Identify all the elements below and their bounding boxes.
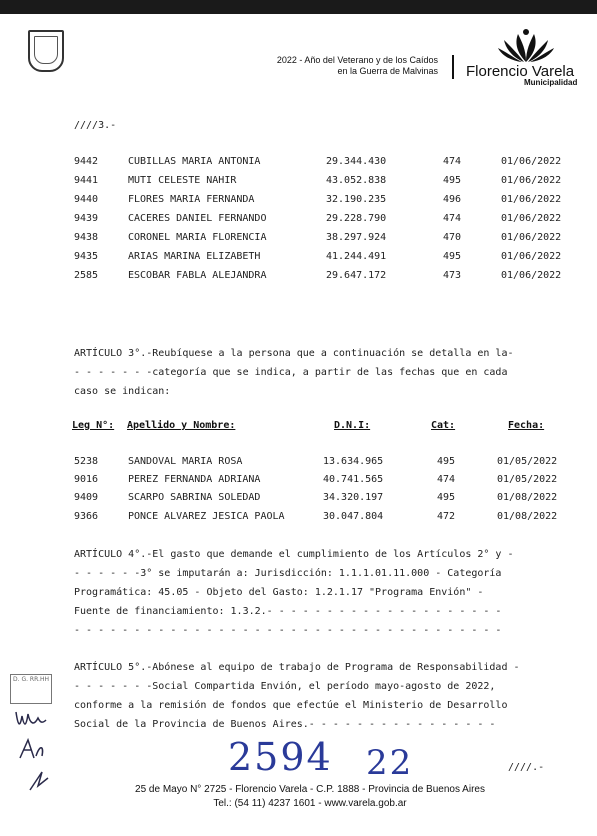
table-row (0, 270, 597, 284)
dni-cell: 41.244.491 (326, 251, 387, 262)
article-5-line: Social de la Provincia de Buenos Aires.- - - - - - - - - - - - - - - - (74, 719, 496, 730)
decree-year: 22 (366, 743, 414, 783)
article-3-line: - - - - - - -categoría que se indica, a partir de las fechas que en cada (74, 367, 508, 378)
name-cell: SCARPO SABRINA SOLEDAD (128, 492, 261, 503)
header-leg: Leg N°: (72, 420, 115, 431)
leg-cell: 9441 (74, 175, 99, 186)
leg-cell: 9409 (74, 492, 99, 503)
initials-signature-icon (12, 706, 50, 734)
name-cell: ESCOBAR FABLA ALEJANDRA (128, 270, 267, 281)
cat-cell: 496 (443, 194, 462, 205)
table-row (0, 492, 597, 506)
table-row (0, 474, 597, 488)
hr-stamp: D. G. RR.HH (10, 674, 52, 704)
article-4 (74, 545, 562, 640)
name-cell: CACERES DANIEL FERNANDO (128, 213, 267, 224)
table-row (0, 194, 597, 208)
brand-subtitle: Municipalidad (524, 78, 578, 87)
date-cell: 01/06/2022 (501, 175, 562, 186)
leg-cell: 9366 (74, 511, 99, 522)
dni-cell: 38.297.924 (326, 232, 387, 243)
leg-cell: 9439 (74, 213, 99, 224)
leg-cell: 9435 (74, 251, 99, 262)
leg-cell: 9438 (74, 232, 99, 243)
signature-mark-icon (26, 768, 52, 794)
legend-line-1: 2022 - Año del Veterano y de los Caídos (276, 55, 438, 65)
header-date: Fecha: (508, 420, 545, 431)
article-3-line: ARTÍCULO 3°.-Reubíquese a la persona que a continuación se detalla en la- (74, 348, 514, 359)
table-row (0, 456, 597, 470)
article-4-line: Programática: 45.05 - Objeto del Gasto: 1.2.1.17 "Programa Envión" - (74, 587, 484, 598)
cat-cell: 470 (443, 232, 462, 243)
date-cell: 01/06/2022 (501, 156, 562, 167)
date-cell: 01/08/2022 (497, 492, 558, 503)
date-cell: 01/06/2022 (501, 232, 562, 243)
name-cell: PEREZ FERNANDA ADRIANA (128, 474, 261, 485)
date-cell: 01/06/2022 (501, 194, 562, 205)
leg-cell: 9440 (74, 194, 99, 205)
name-cell: CUBILLAS MARIA ANTONIA (128, 156, 261, 167)
name-cell: ARIAS MARINA ELIZABETH (128, 251, 261, 262)
name-cell: MUTI CELESTE NAHIR (128, 175, 237, 186)
cat-cell: 472 (437, 511, 456, 522)
article-5-line: - - - - - - -Social Compartida Envión, el período mayo-agosto de 2022, (74, 681, 496, 692)
date-cell: 01/06/2022 (501, 270, 562, 281)
decree-number: 2594 (228, 735, 333, 779)
header-cat: Cat: (431, 420, 456, 431)
scan-top-border (0, 0, 597, 14)
date-cell: 01/05/2022 (497, 474, 558, 485)
cat-cell: 474 (443, 156, 462, 167)
date-cell: 01/06/2022 (501, 251, 562, 262)
dni-cell: 30.047.804 (323, 511, 384, 522)
leg-cell: 9442 (74, 156, 99, 167)
dni-cell: 29.228.790 (326, 213, 387, 224)
name-cell: CORONEL MARIA FLORENCIA (128, 232, 267, 243)
table-row (0, 213, 597, 227)
article-5-line: conforme a la remisión de fondos que efectúe el Ministerio de Desarrollo (74, 700, 508, 711)
article-3-line: caso se indican: (74, 386, 171, 397)
legend-line-2: en la Guerra de Malvinas (337, 66, 438, 76)
article-5-line: ARTÍCULO 5°.-Abónese al equipo de trabajo de Programa de Responsabilidad - (74, 662, 520, 673)
article-3 (74, 344, 562, 401)
dni-cell: 29.647.172 (326, 270, 387, 281)
page-end-marker: ////.- (508, 762, 545, 773)
header-name: Apellido y Nombre: (127, 420, 236, 431)
municipal-crest-icon (28, 30, 64, 72)
cat-cell: 474 (437, 474, 456, 485)
dni-cell: 34.320.197 (323, 492, 384, 503)
article-4-line: ARTÍCULO 4°.-El gasto que demande el cumplimiento de los Artículos 2° y - (74, 549, 514, 560)
cat-cell: 495 (443, 251, 462, 262)
name-cell: PONCE ALVAREZ JESICA PAOLA (128, 511, 285, 522)
article-4-line: - - - - - -3° se imputarán a: Jurisdicción: 1.1.1.01.11.000 - Categoría (74, 568, 502, 579)
date-cell: 01/06/2022 (501, 213, 562, 224)
leg-cell: 9016 (74, 474, 99, 485)
cat-cell: 495 (437, 492, 456, 503)
dni-cell: 13.634.965 (323, 456, 384, 467)
name-cell: SANDOVAL MARIA ROSA (128, 456, 243, 467)
cat-cell: 473 (443, 270, 462, 281)
article-4-line: - - - - - - - - - - - - - - - - - - - - - - - - - - - - - - - - - - - - (74, 625, 502, 636)
name-cell: FLORES MARIA FERNANDA (128, 194, 255, 205)
dni-cell: 29.344.430 (326, 156, 387, 167)
table-row (0, 175, 597, 189)
leg-cell: 5238 (74, 456, 99, 467)
table-row (0, 232, 597, 246)
dni-cell: 40.741.565 (323, 474, 384, 485)
footer-address: 25 de Mayo N° 2725 - Florencio Varela - C.P. 1888 - Provincia de Buenos Aires (135, 784, 485, 795)
table-row (0, 511, 597, 525)
table-row (0, 156, 597, 170)
date-cell: 01/08/2022 (497, 511, 558, 522)
leg-cell: 2585 (74, 270, 99, 281)
footer-contact: Tel.: (54 11) 4237 1601 - www.varela.gob.ar (213, 798, 407, 809)
date-cell: 01/05/2022 (497, 456, 558, 467)
dni-cell: 43.052.838 (326, 175, 387, 186)
florencio-varela-logo-icon (496, 28, 556, 64)
table-row (0, 251, 597, 265)
initials-signature-icon (14, 736, 48, 764)
header-legend (220, 55, 438, 77)
cat-cell: 474 (443, 213, 462, 224)
brand-name: Florencio Varela (466, 63, 575, 80)
dni-cell: 32.190.235 (326, 194, 387, 205)
cat-cell: 495 (443, 175, 462, 186)
header-dni: D.N.I: (334, 420, 371, 431)
cat-cell: 495 (437, 456, 456, 467)
article-4-line: Fuente de financiamiento: 1.3.2.- - - - - - - - - - - - - - - - - - - - (74, 606, 502, 617)
header-separator (452, 55, 454, 79)
article-5 (74, 658, 562, 734)
page-marker: ////3.- (74, 120, 117, 131)
